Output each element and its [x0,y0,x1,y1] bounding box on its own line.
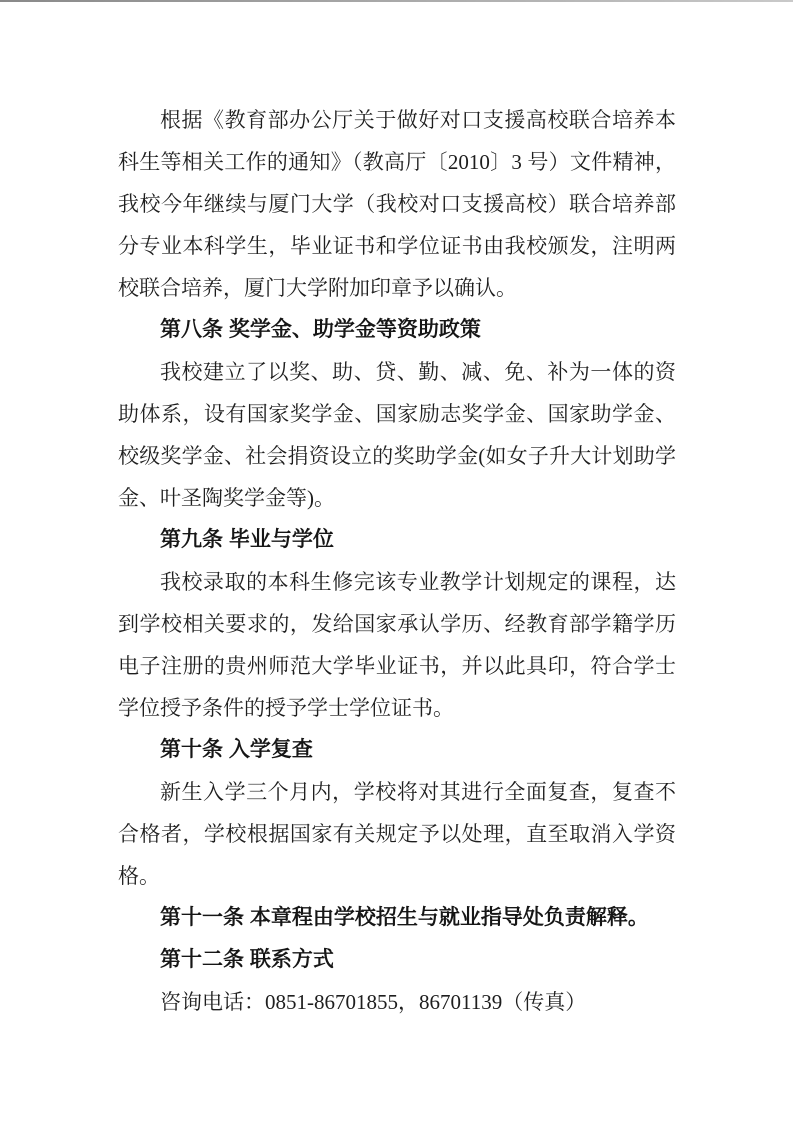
paragraph-graduation-certificate: 我校录取的本科生修完该专业教学计划规定的课程，达到学校相关要求的，发给国家承认学历、经教育部学籍学历电子注册的贵州师范大学毕业证书，并以此具印，符合学士学位授予条件的授予学士学位证书。 [118,570,676,720]
heading-article-8-scholarships: 第八条 奖学金、助学金等资助政策 [160,318,481,341]
document-body [118,99,676,1023]
paragraph-scholarship-system: 我校建立了以奖、助、贷、勤、减、免、补为一体的资助体系，设有国家奖学金、国家励志奖学金、国家助学金、校级奖学金、社会捐资设立的奖助学金(如女子升大计划助学金、叶圣陶奖学金等)。 [118,360,676,510]
heading-article-12-contact: 第十二条 联系方式 [160,948,334,971]
heading-article-9-graduation-degree: 第九条 毕业与学位 [160,528,334,551]
scan-edge-artifact [0,0,793,2]
heading-article-11-interpretation: 第十一条 本章程由学校招生与就业指导处负责解释。 [160,906,649,929]
paragraph-recheck-policy: 新生入学三个月内，学校将对其进行全面复查，复查不合格者，学校根据国家有关规定予以处理，直至取消入学资格。 [118,780,676,888]
paragraph-joint-training: 根据《教育部办公厅关于做好对口支援高校联合培养本科生等相关工作的通知》（教高厅〔2010〕3 号）文件精神，我校今年继续与厦门大学（我校对口支援高校）联合培养部分专业本科学生，毕业证书和学位证书由我校颁发，注明两校联合培养，厦门大学附加印章予以确认。 [118,108,676,300]
heading-article-10-enrollment-recheck: 第十条 入学复查 [160,738,313,761]
paragraph-contact-phone: 咨询电话：0851-86701855，86701139（传真） [160,990,587,1014]
